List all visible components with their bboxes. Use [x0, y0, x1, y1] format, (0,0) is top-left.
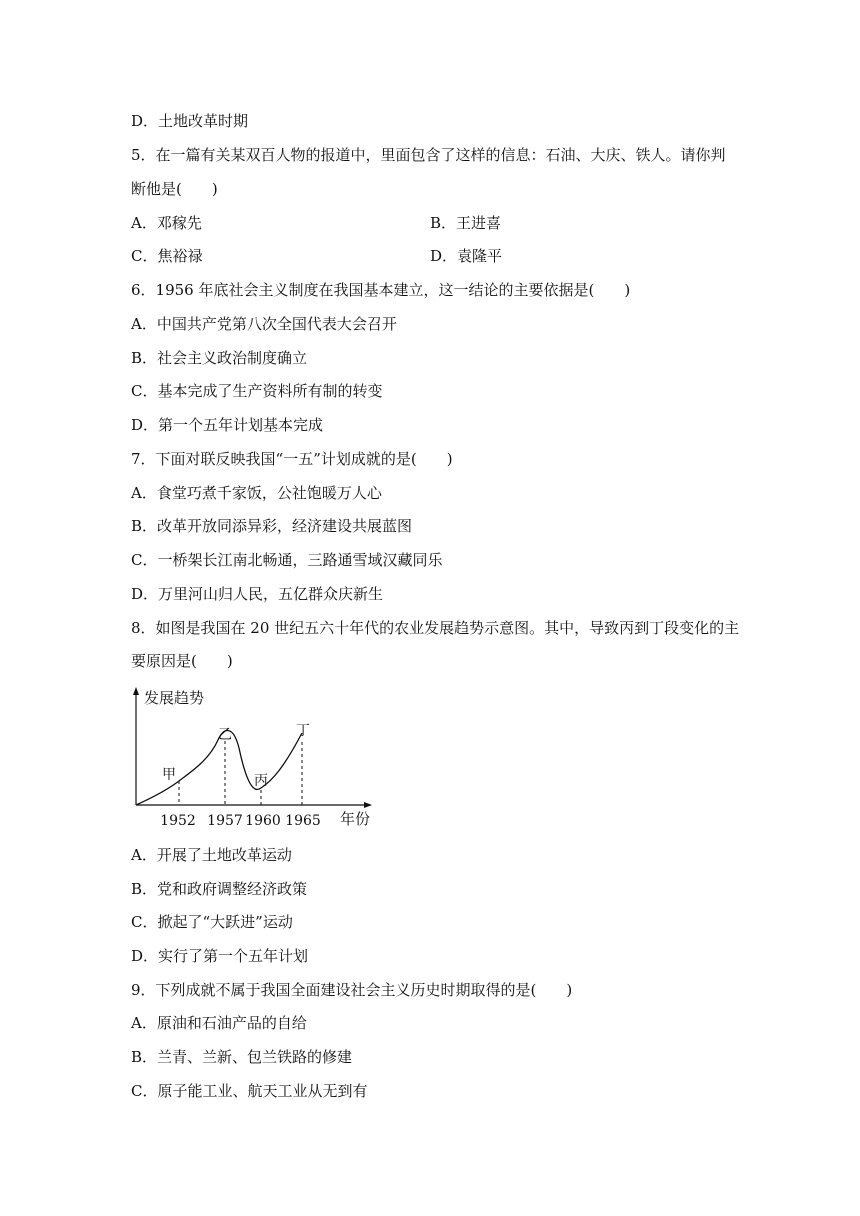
q5-option-b: B．王进喜	[430, 214, 502, 232]
q8-stem-line1: 8．如图是我国在 20 世纪五六十年代的农业发展趋势示意图。其中，导致丙到丁段变化的主	[131, 619, 740, 637]
point-label-bing: 丙	[254, 773, 268, 789]
q6-option-a: A．中国共产党第八次全国代表大会召开	[131, 315, 397, 333]
x-tick-1957: 1957	[207, 813, 243, 829]
x-tick-1952: 1952	[160, 813, 196, 829]
x-tick-1960: 1960	[245, 813, 281, 829]
q5-option-c: C．焦裕禄	[131, 247, 203, 265]
q6-stem: 6．1956 年底社会主义制度在我国基本建立，这一结论的主要依据是( )	[131, 281, 631, 299]
point-label-yi: 乙	[218, 727, 232, 743]
point-label-ding: 丁	[296, 723, 310, 739]
q7-option-d: D．万里河山归人民，五亿群众庆新生	[131, 585, 384, 603]
q9-option-b: B．兰青、兰新、包兰铁路的修建	[131, 1048, 353, 1066]
q5-option-a: A．邓稼先	[131, 214, 202, 232]
q9-stem: 9．下列成就不属于我国全面建设社会主义历史时期取得的是( )	[131, 981, 573, 999]
q9-option-c: C．原子能工业、航天工业从无到有	[131, 1082, 368, 1100]
q7-stem: 7．下面对联反映我国“一五”计划成就的是( )	[131, 450, 453, 468]
y-axis-label: 发展趋势	[144, 689, 205, 707]
q5-stem-line1: 5．在一篇有关某双百人物的报道中，里面包含了这样的信息：石油、大庆、铁人。请你判	[131, 146, 726, 164]
q9-option-a: A．原油和石油产品的自给	[131, 1014, 307, 1032]
q6-option-d: D．第一个五年计划基本完成	[131, 416, 324, 434]
q7-option-c: C．一桥架长江南北畅通，三路通雪域汉藏同乐	[131, 551, 443, 569]
q5-option-d: D．袁隆平	[430, 247, 503, 265]
point-label-jia: 甲	[162, 767, 176, 783]
q8-option-c: C．掀起了“大跃进”运动	[131, 913, 293, 931]
q6-option-c: C．基本完成了生产资料所有制的转变	[131, 382, 383, 400]
q7-option-b: B．改革开放同添异彩，经济建设共展蓝图	[131, 517, 413, 535]
q4-option-d: D．土地改革时期	[131, 112, 249, 130]
q6-option-b: B．社会主义政治制度确立	[131, 349, 308, 367]
q8-option-a: A．开展了土地改革运动	[131, 846, 292, 864]
q8-option-d: D．实行了第一个五年计划	[131, 947, 309, 965]
q7-option-a: A．食堂巧煮千家饭，公社饱暖万人心	[131, 484, 382, 502]
q5-stem-line2: 断他是( )	[131, 180, 218, 198]
agriculture-trend-chart	[126, 684, 386, 832]
q8-option-b: B．党和政府调整经济政策	[131, 880, 308, 898]
x-axis-arrow	[364, 802, 372, 808]
q8-stem-line2: 要原因是( )	[131, 652, 233, 670]
x-tick-1965: 1965	[285, 813, 321, 829]
y-axis-arrow	[133, 687, 139, 695]
x-axis-label: 年份	[340, 810, 371, 828]
